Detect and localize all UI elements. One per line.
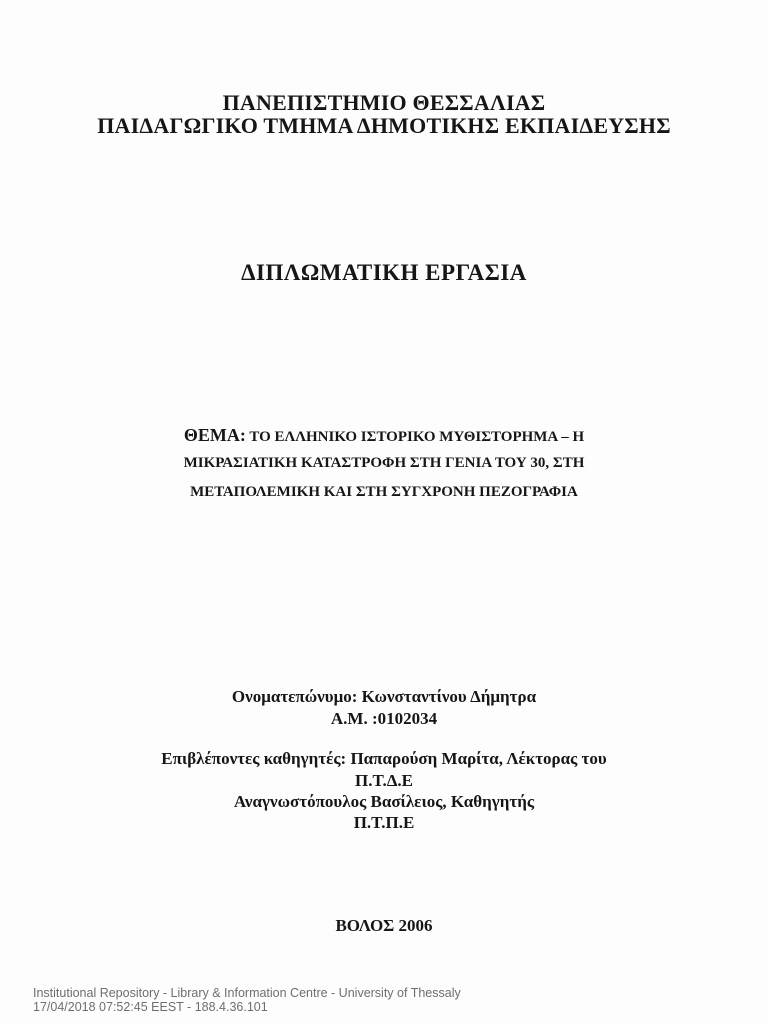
supervisors-line-2: Π.Τ.Δ.Ε (354, 771, 414, 790)
supervisors-line-3: Αναγνωστόπουλος Βασίλειος, Καθηγητής (233, 792, 535, 811)
department-name: ΠΑΙΔΑΓΩΓΙΚΟ ΤΜΗΜΑ ΔΗΜΟΤΙΚΗΣ ΕΚΠΑΙΔΕΥΣΗΣ (97, 113, 671, 138)
footer-line-2: 17/04/2018 07:52:45 EEST - 188.4.36.101 (33, 1000, 268, 1014)
subject-label: ΘΕΜΑ: (183, 425, 246, 445)
supervisors-line-1: Επιβλέποντες καθηγητές: Παπαρούση Μαρίτα, Λέκτορας του (161, 749, 607, 768)
author-name: Ονοματεπώνυμο: Κωνσταντίνου Δήμητρα (231, 687, 537, 706)
supervisors-line-4: Π.Τ.Π.Ε (353, 813, 415, 832)
subject-line-1 (0, 425, 768, 446)
subject-line-3: ΜΕΤΑΠΟΛΕΜΙΚΗ ΚΑΙ ΣΤΗ ΣΥΓΧΡΟΝΗ ΠΕΖΟΓΡΑΦΙΑ (190, 484, 578, 500)
subject-line-2: ΜΙΚΡΑΣΙΑΤΙΚΗ ΚΑΤΑΣΤΡΟΦΗ ΣΤΗ ΓΕΝΙΑ ΤΟΥ 30, ΣΤΗ (183, 455, 585, 471)
document-title: ΔΙΠΛΩΜΑΤΙΚΗ ΕΡΓΑΣΙΑ (241, 260, 527, 285)
place-and-year: ΒΟΛΟΣ 2006 (335, 916, 433, 935)
subject-text-1: ΤΟ ΕΛΛΗΝΙΚΟ ΙΣΤΟΡΙΚΟ ΜΥΘΙΣΤΟΡΗΜΑ – Η (249, 429, 585, 445)
university-name: ΠΑΝΕΠΙΣΤΗΜΙΟ ΘΕΣΣΑΛΙΑΣ (222, 90, 546, 115)
author-registration-number: Α.Μ. :0102034 (330, 709, 438, 728)
repository-footer (33, 986, 461, 1014)
footer-line-1: Institutional Repository - Library & Information Centre - University of Thessaly (33, 986, 461, 1000)
